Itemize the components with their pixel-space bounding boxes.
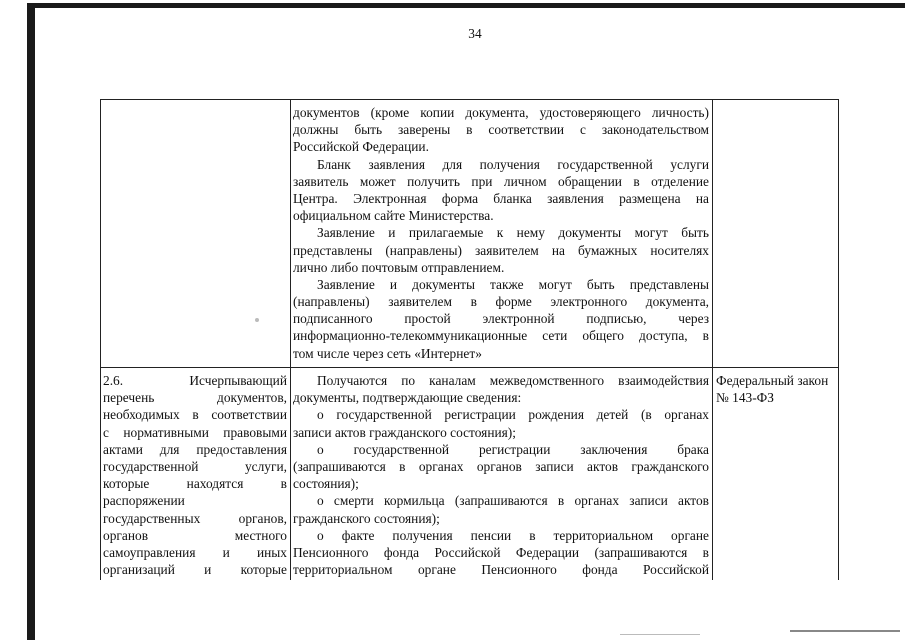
text-line: о государственной регистрации заключения брака — [317, 441, 709, 457]
text-line: информационно-телекоммуникационные сети общего доступа, в — [293, 328, 709, 344]
text-line: о государственной регистрации рождения детей (в органах — [317, 407, 709, 423]
text-line: документов (кроме копии документа, удостоверяющего личность) — [293, 105, 709, 120]
text-line: государственной услуги, — [103, 458, 287, 474]
row2-description-cell — [293, 372, 709, 578]
text-line: Получаются по каналам межведомственного взаимодействия — [317, 373, 709, 388]
text-line: Российской Федерации. — [293, 139, 429, 155]
text-line: 2.6. Исчерпывающий — [103, 373, 287, 388]
text-line: документы, подтверждающие сведения: — [293, 390, 522, 406]
text-line: (запрашиваются в органах органов записи актов гражданского — [293, 458, 709, 474]
text-line: с нормативными правовыми — [103, 424, 287, 440]
column-divider-2 — [712, 99, 713, 580]
text-line: Бланк заявления для получения государственной услуги — [317, 156, 709, 172]
text-line: гражданского состояния); — [293, 510, 440, 526]
column-divider-1 — [290, 99, 291, 580]
text-line: Пенсионного фонда Российской Федерации (запрашиваются в — [293, 544, 709, 560]
text-line: организаций и которые — [103, 562, 287, 578]
scan-bottom-mark — [790, 630, 900, 632]
scan-bottom-mark-faint — [620, 634, 700, 635]
text-line: государственных органов, — [103, 510, 287, 526]
row2-requirement-name-cell — [103, 372, 287, 578]
text-line: необходимых в соответствии — [103, 407, 287, 423]
text-line: Заявление и прилагаемые к нему документы могут быть — [317, 225, 709, 241]
text-line: записи актов гражданского состояния); — [293, 424, 516, 440]
text-line: Заявление и документы также могут быть представлены — [317, 276, 709, 292]
text-line: заявитель может получить при личном обращении в отделение — [293, 173, 709, 189]
text-line: представлены (направлены) заявителем на бумажных носителях — [293, 242, 709, 258]
row2-legal-basis-cell — [716, 372, 836, 406]
text-line: официальном сайте Министерства. — [293, 208, 494, 224]
text-line: актами для предоставления — [103, 441, 287, 457]
row-divider — [100, 367, 838, 368]
text-line: распоряжении — [103, 493, 185, 509]
text-line: (направлены) заявителем в форме электронного документа, — [293, 294, 709, 310]
text-line: лично либо почтовым отправлением. — [293, 259, 505, 275]
text-line: Федеральный закон — [716, 373, 829, 388]
text-line: состояния); — [293, 476, 359, 492]
text-line: о смерти кормильца (запрашиваются в органах записи актов — [317, 493, 709, 509]
text-line: самоуправления и иных — [103, 544, 287, 560]
text-line: органов местного — [103, 527, 287, 543]
row1-description-cell — [293, 104, 709, 362]
table-right-border — [838, 99, 839, 580]
scan-speck — [255, 318, 259, 322]
text-line: территориальном органе Пенсионного фонда Российской — [293, 562, 709, 578]
page-number: 34 — [468, 26, 482, 41]
text-line: должны быть заверены в соответствии с законодательством — [293, 122, 709, 138]
text-line: которые находятся в — [103, 476, 287, 492]
text-line: Центра. Электронная форма бланка заявления размещена на — [293, 190, 709, 206]
text-line: перечень документов, — [103, 390, 287, 406]
table-top-border — [100, 99, 838, 100]
table-left-border — [100, 99, 101, 580]
text-line: том числе через сеть «Интернет» — [293, 345, 482, 361]
text-line: № 143-ФЗ — [716, 390, 774, 406]
text-line: о факте получения пенсии в территориальном органе — [317, 527, 709, 543]
text-line: подписанного простой электронной подписью, через — [293, 311, 709, 327]
